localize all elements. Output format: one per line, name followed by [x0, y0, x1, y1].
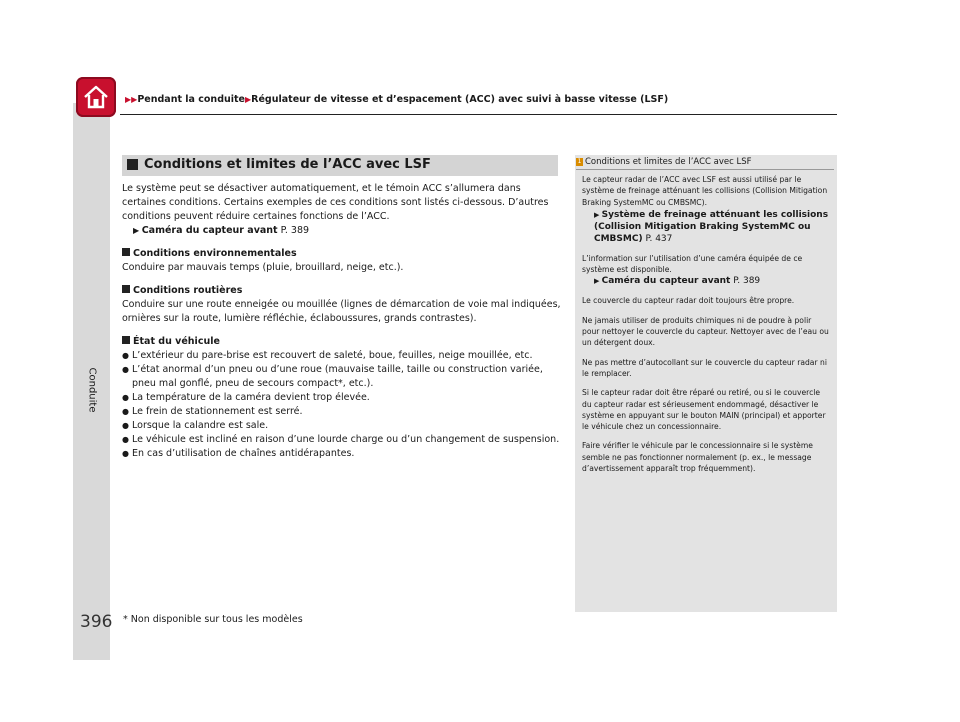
- side-paragraph: Si le capteur radar doit être réparé ou retiré, ou si le couvercle du capteur radar est sérieusement endommagé, désactiver le système en appuyant sur le bouton MAIN (principal) et apporter le véhicule chez un concessionnaire.: [582, 388, 826, 432]
- xref-cmbs[interactable]: ▶ Système de freinage atténuant les collisions (Collision Mitigation Braking SystemMC ou CMBSMC) P. 437: [594, 209, 829, 244]
- road-heading: Conditions routières: [122, 284, 562, 298]
- side-paragraph: Ne pas mettre d’autocollant sur le couvercle du capteur radar ni le remplacer.: [582, 357, 827, 378]
- heading-square-icon: [127, 159, 138, 170]
- section-title: Conditions et limites de l’ACC avec LSF: [144, 157, 431, 172]
- breadcrumb-link-driving[interactable]: Pendant la conduite: [137, 94, 246, 105]
- list-item: ● La température de la caméra devient trop élevée.: [122, 391, 562, 405]
- breadcrumb-arrow-icon: ▶: [131, 95, 138, 104]
- side-paragraph: Le couvercle du capteur radar doit toujours être propre.: [582, 296, 795, 306]
- header-divider: [120, 114, 837, 115]
- home-button[interactable]: [76, 77, 116, 117]
- vehicle-heading: État du véhicule: [122, 335, 562, 349]
- side-divider: [576, 169, 834, 170]
- side-paragraph: Le capteur radar de l’ACC avec LSF est aussi utilisé par le système de freinage atténuant les collisions (Collision Mitigation Braking SystemMC ou CMBSMC).: [582, 175, 828, 207]
- breadcrumb-arrow-icon: ▶: [245, 95, 252, 104]
- footnote: * Non disponible sur tous les modèles: [123, 614, 303, 625]
- home-icon: [82, 83, 110, 111]
- xref-front-camera-side[interactable]: ▶ Caméra du capteur avant P. 389: [594, 276, 761, 287]
- intro-paragraph: Le système peut se désactiver automatiquement, et le témoin ACC s’allumera dans certaines conditions. Certains exemples de ces conditions sont listés ci-dessous. D’autres conditions peuvent réduire certaines fonctions de l’ACC.: [122, 183, 549, 222]
- subhead-square-icon: [122, 336, 130, 344]
- side-paragraph: L’information sur l’utilisation d’une caméra équipée de ce système est disponible.: [582, 253, 803, 275]
- road-text: Conduire sur une route enneigée ou mouillée (lignes de démarcation de voie mal indiquées, ornières sur la route, lumière réfléchie, éclaboussures, grands contrastes).: [122, 299, 561, 324]
- subhead-square-icon: [122, 285, 130, 293]
- env-heading: Conditions environnementales: [122, 247, 562, 261]
- main-content: [122, 182, 562, 461]
- list-item: ● En cas d’utilisation de chaînes antidérapantes.: [122, 447, 562, 461]
- list-item: ● Le véhicule est incliné en raison d’une lourde charge ou d’un changement de suspension.: [122, 433, 562, 447]
- list-item: ● L’état anormal d’un pneu ou d’une roue (mauvaise taille, taille ou construction variée, pneu mal gonflé, pneu de secours compact*, etc.).: [122, 363, 562, 391]
- note-number-badge: 1: [577, 158, 582, 165]
- xref-arrow-icon: ▶: [594, 277, 602, 286]
- breadcrumb: [125, 94, 668, 105]
- subhead-square-icon: [122, 248, 130, 256]
- section-heading: [122, 155, 558, 176]
- xref-arrow-icon: ▶: [133, 226, 142, 235]
- side-note-body: [582, 174, 830, 482]
- breadcrumb-current: Régulateur de vitesse et d’espacement (ACC) avec suivi à basse vitesse (LSF): [251, 94, 669, 105]
- side-note-title: 1 Conditions et limites de l’ACC avec LSF: [577, 157, 752, 167]
- list-item: ● Le frein de stationnement est serré.: [122, 405, 562, 419]
- list-item: ● L’extérieur du pare-brise est recouvert de saleté, boue, feuilles, neige mouillée, etc.: [122, 349, 562, 363]
- xref-arrow-icon: ▶: [594, 210, 602, 219]
- list-item: ● Lorsque la calandre est sale.: [122, 419, 562, 433]
- xref-front-camera[interactable]: ▶ Caméra du capteur avant P. 389: [133, 225, 310, 236]
- side-paragraph: Ne jamais utiliser de produits chimiques ni de poudre à polir pour nettoyer le couvercle du capteur. Nettoyer avec de l’eau ou un détergent doux.: [582, 315, 829, 348]
- breadcrumb-arrow-icon: ▶: [125, 95, 132, 104]
- vehicle-condition-list: [122, 349, 562, 461]
- page-number: 396: [80, 612, 113, 632]
- env-text: Conduire par mauvais temps (pluie, brouillard, neige, etc.).: [122, 262, 404, 273]
- side-paragraph: Faire vérifier le véhicule par le concessionnaire si le système semble ne pas fonctionner normalement (p. ex., le message d’avertissement apparaît trop fréquemment).: [582, 441, 813, 474]
- sidebar-section-label[interactable]: Conduite: [86, 367, 98, 413]
